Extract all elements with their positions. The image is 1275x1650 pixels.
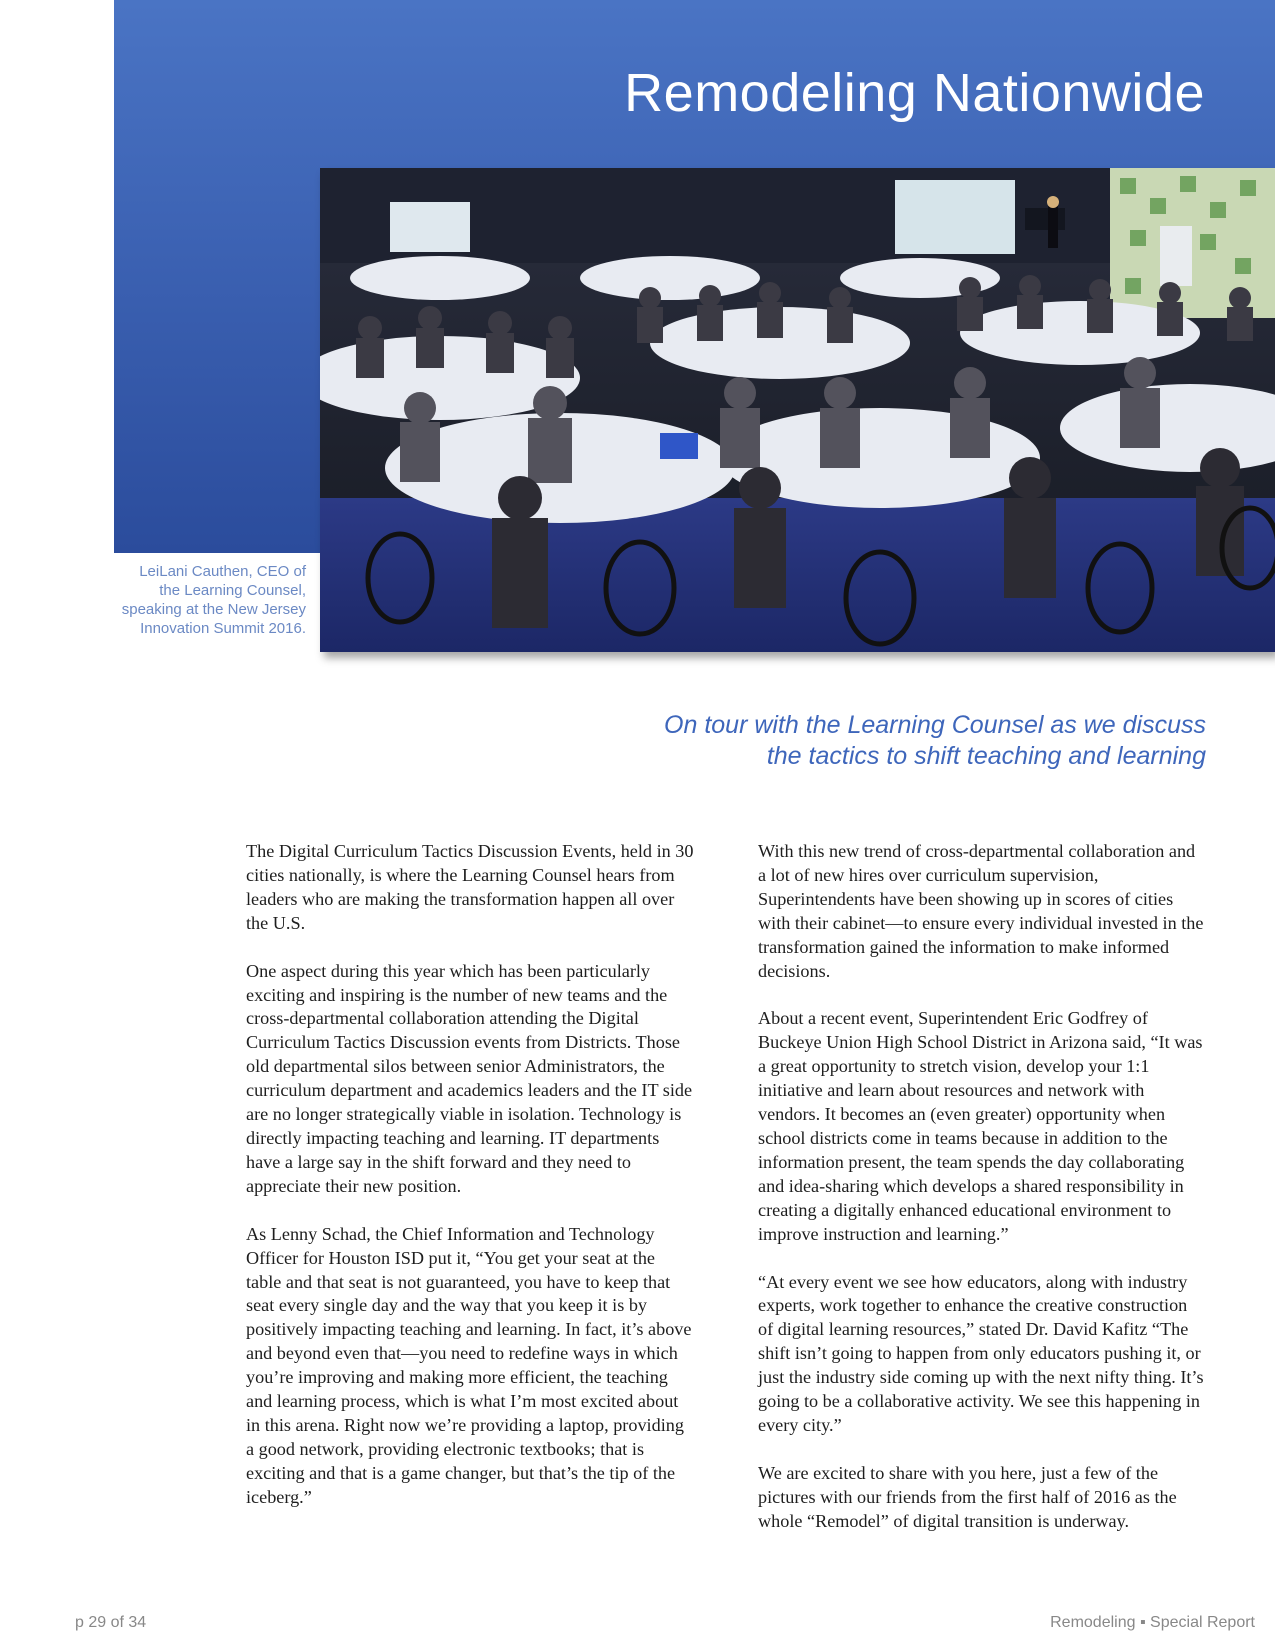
section-label: Remodeling ▪ Special Report xyxy=(1050,1614,1255,1631)
paragraph: As Lenny Schad, the Chief Information and Technology Officer for Houston ISD put it, “You get your seat at the table and that seat is not guaranteed, you have to keep that seat every single day and the way that you keep it is by positively impacting teaching and learning. In fact, it’s above and beyond even that—you need to redefine ways in which you’re improving and making more efficient, the teaching and learning process, which is what I’m most excited about in this arena. Right now we’re providing a laptop, providing a good network, providing electronic textbooks; that is exciting and that is a game changer, but that’s the tip of the iceberg.” xyxy=(246,1223,692,1507)
page-number: p 29 of 34 xyxy=(75,1614,147,1631)
subtitle-line-2: the tactics to shift teaching and learning xyxy=(766,742,1206,770)
paragraph: One aspect during this year which has been particularly exciting and inspiring is the number of new teams and the cross-departmental collaboration attending the Digital Curriculum Tactics Discussion events from Districts. Those old departmental silos between senior Administrators, the curriculum department and academics leaders and the IT side are no longer strategically viable in isolation. Technology is directly impacting teaching and learning. IT departments have a large say in the shift forward and they need to appreciate their new position. xyxy=(246,960,693,1196)
photo-caption: LeiLani Cauthen, CEO of the Learning Counsel, speaking at the New Jersey Innovation Summit 2016. xyxy=(121,563,306,637)
conference-photo xyxy=(320,168,1275,652)
page-title: Remodeling Nationwide xyxy=(624,63,1205,123)
paragraph: “At every event we see how educators, along with industry experts, work together to enhance the creative construction of digital learning resources,” stated Dr. David Kafitz “The shift isn’t going to happen from only educators pushing it, or just the industry side coming up with the next nifty thing. It’s going to be a collaborative activity. We see this happening in every city.” xyxy=(758,1271,1204,1435)
subtitle-line-1: On tour with the Learning Counsel as we discuss xyxy=(664,711,1206,739)
paragraph: We are excited to share with you here, just a few of the pictures with our friends from the first half of 2016 as the whole “Remodel” of digital transition is underway. xyxy=(758,1462,1177,1531)
article-column-left xyxy=(246,840,694,1534)
paragraph: The Digital Curriculum Tactics Discussion Events, held in 30 cities nationally, is where the Learning Counsel hears from leaders who are making the transformation happen all over the U.S. xyxy=(246,841,694,933)
paragraph: With this new trend of cross-departmental collaboration and a lot of new hires over curriculum supervision, Superintendents have been showing up in scores of cities with their cabinet—to ensure every individual invested in the transformation gained the information to make informed decisions. xyxy=(758,841,1204,981)
paragraph: About a recent event, Superintendent Eric Godfrey of Buckeye Union High School District in Arizona said, “It was a great opportunity to stretch vision, develop your 1:1 initiative and learn about resources and network with vendors. It becomes an (even greater) opportunity when school districts come in teams because in addition to the information present, the team spends the day collaborating and idea-sharing which develops a shared responsibility in creating a digitally enhanced educational environment to improve instruction and learning.” xyxy=(758,1008,1203,1244)
article-subtitle xyxy=(486,710,1206,772)
article-column-right xyxy=(758,840,1206,1558)
